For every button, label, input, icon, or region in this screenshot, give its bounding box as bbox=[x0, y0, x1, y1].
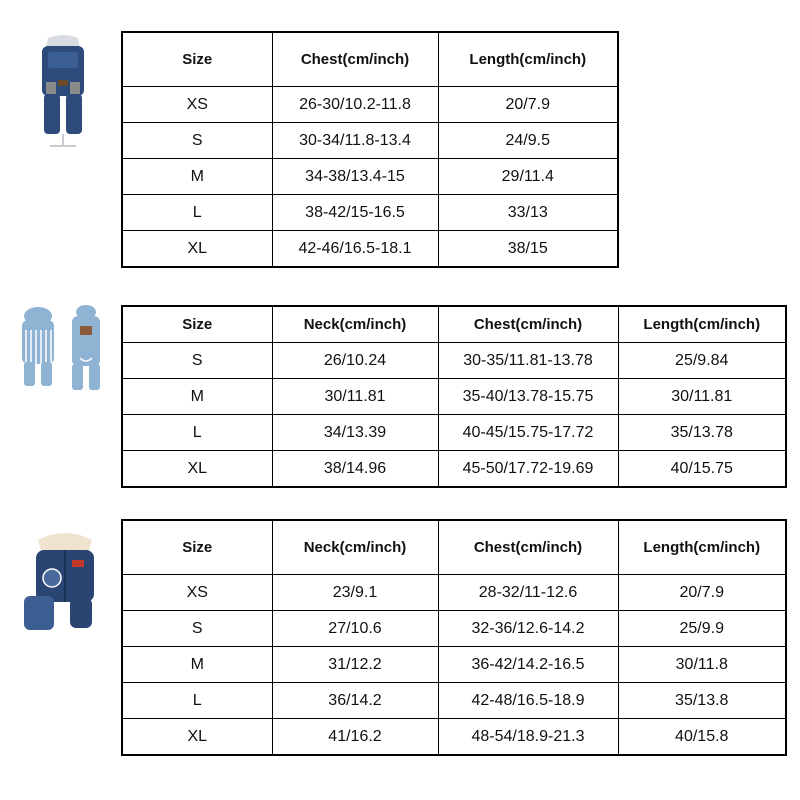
chest-cell: 30-34/11.8-13.4 bbox=[272, 123, 438, 159]
table-row bbox=[122, 343, 786, 379]
neck-cell: 38/14.96 bbox=[272, 451, 438, 488]
header-chest: Chest(cm/inch) bbox=[438, 520, 618, 575]
neck-cell: 30/11.81 bbox=[272, 379, 438, 415]
table-row bbox=[122, 719, 786, 756]
neck-cell: 36/14.2 bbox=[272, 683, 438, 719]
table-row bbox=[122, 87, 618, 123]
size-cell: S bbox=[122, 123, 272, 159]
chest-cell: 35-40/13.78-15.75 bbox=[438, 379, 618, 415]
chest-cell: 48-54/18.9-21.3 bbox=[438, 719, 618, 756]
size-cell: XS bbox=[122, 87, 272, 123]
length-cell: 30/11.81 bbox=[618, 379, 786, 415]
header-length: Length(cm/inch) bbox=[618, 520, 786, 575]
size-cell: S bbox=[122, 343, 272, 379]
header-chest: Chest(cm/inch) bbox=[272, 32, 438, 87]
header-neck: Neck(cm/inch) bbox=[272, 306, 438, 343]
header-size: Size bbox=[122, 306, 272, 343]
chest-cell: 38-42/15-16.5 bbox=[272, 195, 438, 231]
length-cell: 38/15 bbox=[438, 231, 618, 268]
length-cell: 25/9.9 bbox=[618, 611, 786, 647]
neck-cell: 31/12.2 bbox=[272, 647, 438, 683]
fleece-collar-denim-jumpsuit-image bbox=[10, 520, 120, 640]
size-chart-table-1 bbox=[121, 31, 619, 268]
length-cell: 33/13 bbox=[438, 195, 618, 231]
chest-cell: 30-35/11.81-13.78 bbox=[438, 343, 618, 379]
chest-cell: 42-46/16.5-18.1 bbox=[272, 231, 438, 268]
size-cell: XS bbox=[122, 575, 272, 611]
length-cell: 20/7.9 bbox=[438, 87, 618, 123]
size-cell: S bbox=[122, 611, 272, 647]
chest-cell: 32-36/12.6-14.2 bbox=[438, 611, 618, 647]
neck-cell: 34/13.39 bbox=[272, 415, 438, 451]
header-length: Length(cm/inch) bbox=[438, 32, 618, 87]
denim-overalls-image bbox=[18, 30, 108, 150]
length-cell: 40/15.8 bbox=[618, 719, 786, 756]
length-cell: 20/7.9 bbox=[618, 575, 786, 611]
light-denim-jumpsuit-image bbox=[10, 300, 115, 405]
neck-cell: 41/16.2 bbox=[272, 719, 438, 756]
table-header-row bbox=[122, 520, 786, 575]
length-cell: 30/11.8 bbox=[618, 647, 786, 683]
chest-cell: 28-32/11-12.6 bbox=[438, 575, 618, 611]
length-cell: 35/13.78 bbox=[618, 415, 786, 451]
header-neck: Neck(cm/inch) bbox=[272, 520, 438, 575]
neck-cell: 27/10.6 bbox=[272, 611, 438, 647]
table-row bbox=[122, 195, 618, 231]
header-chest: Chest(cm/inch) bbox=[438, 306, 618, 343]
header-size: Size bbox=[122, 520, 272, 575]
size-cell: XL bbox=[122, 451, 272, 488]
length-cell: 40/15.75 bbox=[618, 451, 786, 488]
size-cell: M bbox=[122, 379, 272, 415]
size-cell: L bbox=[122, 683, 272, 719]
table-row bbox=[122, 415, 786, 451]
size-cell: M bbox=[122, 647, 272, 683]
neck-cell: 23/9.1 bbox=[272, 575, 438, 611]
size-cell: L bbox=[122, 195, 272, 231]
header-size: Size bbox=[122, 32, 272, 87]
length-cell: 25/9.84 bbox=[618, 343, 786, 379]
table-header-row bbox=[122, 306, 786, 343]
table-row bbox=[122, 159, 618, 195]
size-chart-table-2 bbox=[121, 305, 787, 488]
chest-cell: 34-38/13.4-15 bbox=[272, 159, 438, 195]
length-cell: 29/11.4 bbox=[438, 159, 618, 195]
table-row bbox=[122, 379, 786, 415]
table-header-row bbox=[122, 32, 618, 87]
chest-cell: 26-30/10.2-11.8 bbox=[272, 87, 438, 123]
size-cell: XL bbox=[122, 231, 272, 268]
chest-cell: 36-42/14.2-16.5 bbox=[438, 647, 618, 683]
table-row bbox=[122, 683, 786, 719]
table-row bbox=[122, 611, 786, 647]
size-cell: XL bbox=[122, 719, 272, 756]
chest-cell: 40-45/15.75-17.72 bbox=[438, 415, 618, 451]
header-length: Length(cm/inch) bbox=[618, 306, 786, 343]
chest-cell: 45-50/17.72-19.69 bbox=[438, 451, 618, 488]
chest-cell: 42-48/16.5-18.9 bbox=[438, 683, 618, 719]
table-row bbox=[122, 647, 786, 683]
table-row bbox=[122, 575, 786, 611]
size-cell: M bbox=[122, 159, 272, 195]
size-chart-table-3 bbox=[121, 519, 787, 756]
table-row bbox=[122, 123, 618, 159]
table-row bbox=[122, 451, 786, 488]
length-cell: 24/9.5 bbox=[438, 123, 618, 159]
table-row bbox=[122, 231, 618, 268]
length-cell: 35/13.8 bbox=[618, 683, 786, 719]
neck-cell: 26/10.24 bbox=[272, 343, 438, 379]
size-cell: L bbox=[122, 415, 272, 451]
